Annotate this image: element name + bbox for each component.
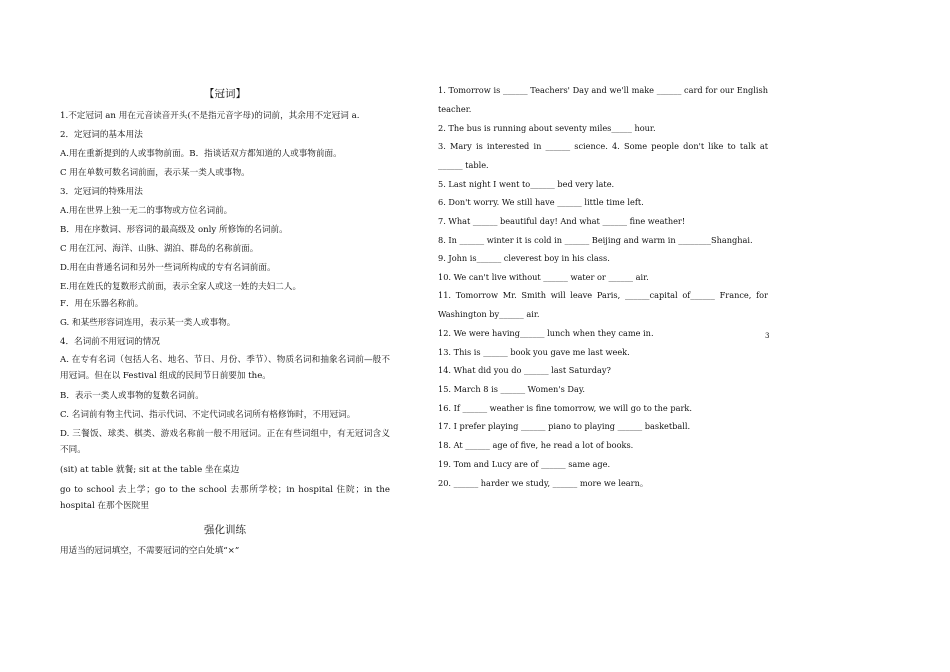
rule-line-4: C 用在单数可数名词前面，表示某一类人或事物。	[60, 168, 250, 178]
question-3-4: 3. Mary is interested in ______ science. 4. Some people don't like to talk at ______ table.	[438, 141, 768, 170]
question-17: 17. I prefer playing ______ piano to playing ______ basketball.	[438, 421, 691, 431]
question-1: 1. Tomorrow is ______ Teachers' Day and we'll make ______ card for our English teacher.	[438, 85, 768, 114]
rule-line-6: A.用在世界上独一无二的事物或方位名词前。	[60, 206, 233, 216]
rule-line-9: D.用在由普通名词和另外一些词所构成的专有名词前面。	[60, 263, 276, 273]
question-15: 15. March 8 is ______ Women's Day.	[438, 384, 585, 394]
question-19: 19. Tom and Lucy are of ______ same age.	[438, 459, 611, 469]
section-title: 【冠词】	[204, 88, 246, 100]
question-9: 9. John is______ cleverest boy in his class.	[438, 253, 610, 263]
rule-line-13: 4．名词前不用冠词的情况	[60, 337, 160, 347]
question-8: 8. In ______ winter it is cold in ______ Beijing and warm in ________Shanghai.	[438, 235, 753, 245]
rule-line-2: 2．定冠词的基本用法	[60, 130, 143, 140]
rule-line-11: F．用在乐器名称前。	[60, 299, 144, 309]
question-20: 20. ______ harder we study, ______ more we learn。	[438, 478, 649, 488]
example-line-2: go to school 去上学；go to the school 去那所学校；in hospital 住院；in the hospital 在那个医院里	[60, 485, 390, 511]
question-18: 18. At ______ age of five, he read a lot of books.	[438, 440, 634, 450]
rule-line-7: B．用在序数词、形容词的最高级及 only 所修饰的名词前。	[60, 225, 288, 235]
question-13: 13. This is ______ book you gave me last week.	[438, 347, 630, 357]
rule-line-1: 1.不定冠词 an 用在元音读音开头(不是指元音字母)的词前，其余用不定冠词 a.	[60, 111, 360, 121]
example-line-1: (sit) at table 就餐; sit at the table 坐在桌边	[60, 465, 240, 475]
question-7: 7. What ______ beautiful day! And what ______ fine weather!	[438, 216, 686, 226]
rule-line-5: 3．定冠词的特殊用法	[60, 187, 143, 197]
question-10: 10. We can't live without ______ water or ______ air.	[438, 272, 649, 282]
question-5: 5. Last night I went to______ bed very late.	[438, 179, 615, 189]
exercise-title: 强化训练	[204, 524, 246, 536]
rule-line-b: B．表示一类人或事物的复数名词前。	[60, 391, 204, 401]
rule-paragraph-a: A. 在专有名词（包括人名、地名、节日、月份、季节）、物质名词和抽象名词前—般不用冠词。但在以 Festival 组成的民间节日前要加 the。	[60, 355, 390, 381]
question-6: 6. Don't worry. We still have ______ little time left.	[438, 197, 644, 207]
question-16: 16. If ______ weather is fine tomorrow, we will go to the park.	[438, 403, 692, 413]
question-2: 2. The bus is running about seventy miles_____ hour.	[438, 123, 656, 133]
rule-line-10: E.用在姓氏的复数形式前面，表示全家人或这一姓的夫妇二人。	[60, 282, 302, 292]
rule-line-3: A.用在重新提到的人或事物前面。B．指谈话双方都知道的人或事物前面。	[60, 149, 342, 159]
rule-line-12: G. 和某些形容词连用，表示某一类人或事物。	[60, 318, 236, 328]
page-number: 3	[765, 332, 770, 340]
rule-line-c: C. 名词前有物主代词、指示代词、不定代词或名词所有格修饰时，不用冠词。	[60, 410, 356, 420]
rule-line-8: C 用在江河、海洋、山脉、湖泊、群岛的名称前面。	[60, 244, 259, 254]
question-12: 12. We were having______ lunch when they came in.	[438, 328, 654, 338]
question-11: 11. Tomorrow Mr. Smith will leave Paris, ______capital of______ France, for Washington by______ air.	[438, 290, 768, 319]
exercise-instruction: 用适当的冠词填空，不需要冠词的空白处填“×”	[60, 546, 240, 556]
question-14: 14. What did you do ______ last Saturday?	[438, 365, 611, 375]
rule-paragraph-d: D. 三餐饭、球类、棋类、游戏名称前一般不用冠词。正在有些词组中，有无冠词含义不同。	[60, 429, 390, 455]
